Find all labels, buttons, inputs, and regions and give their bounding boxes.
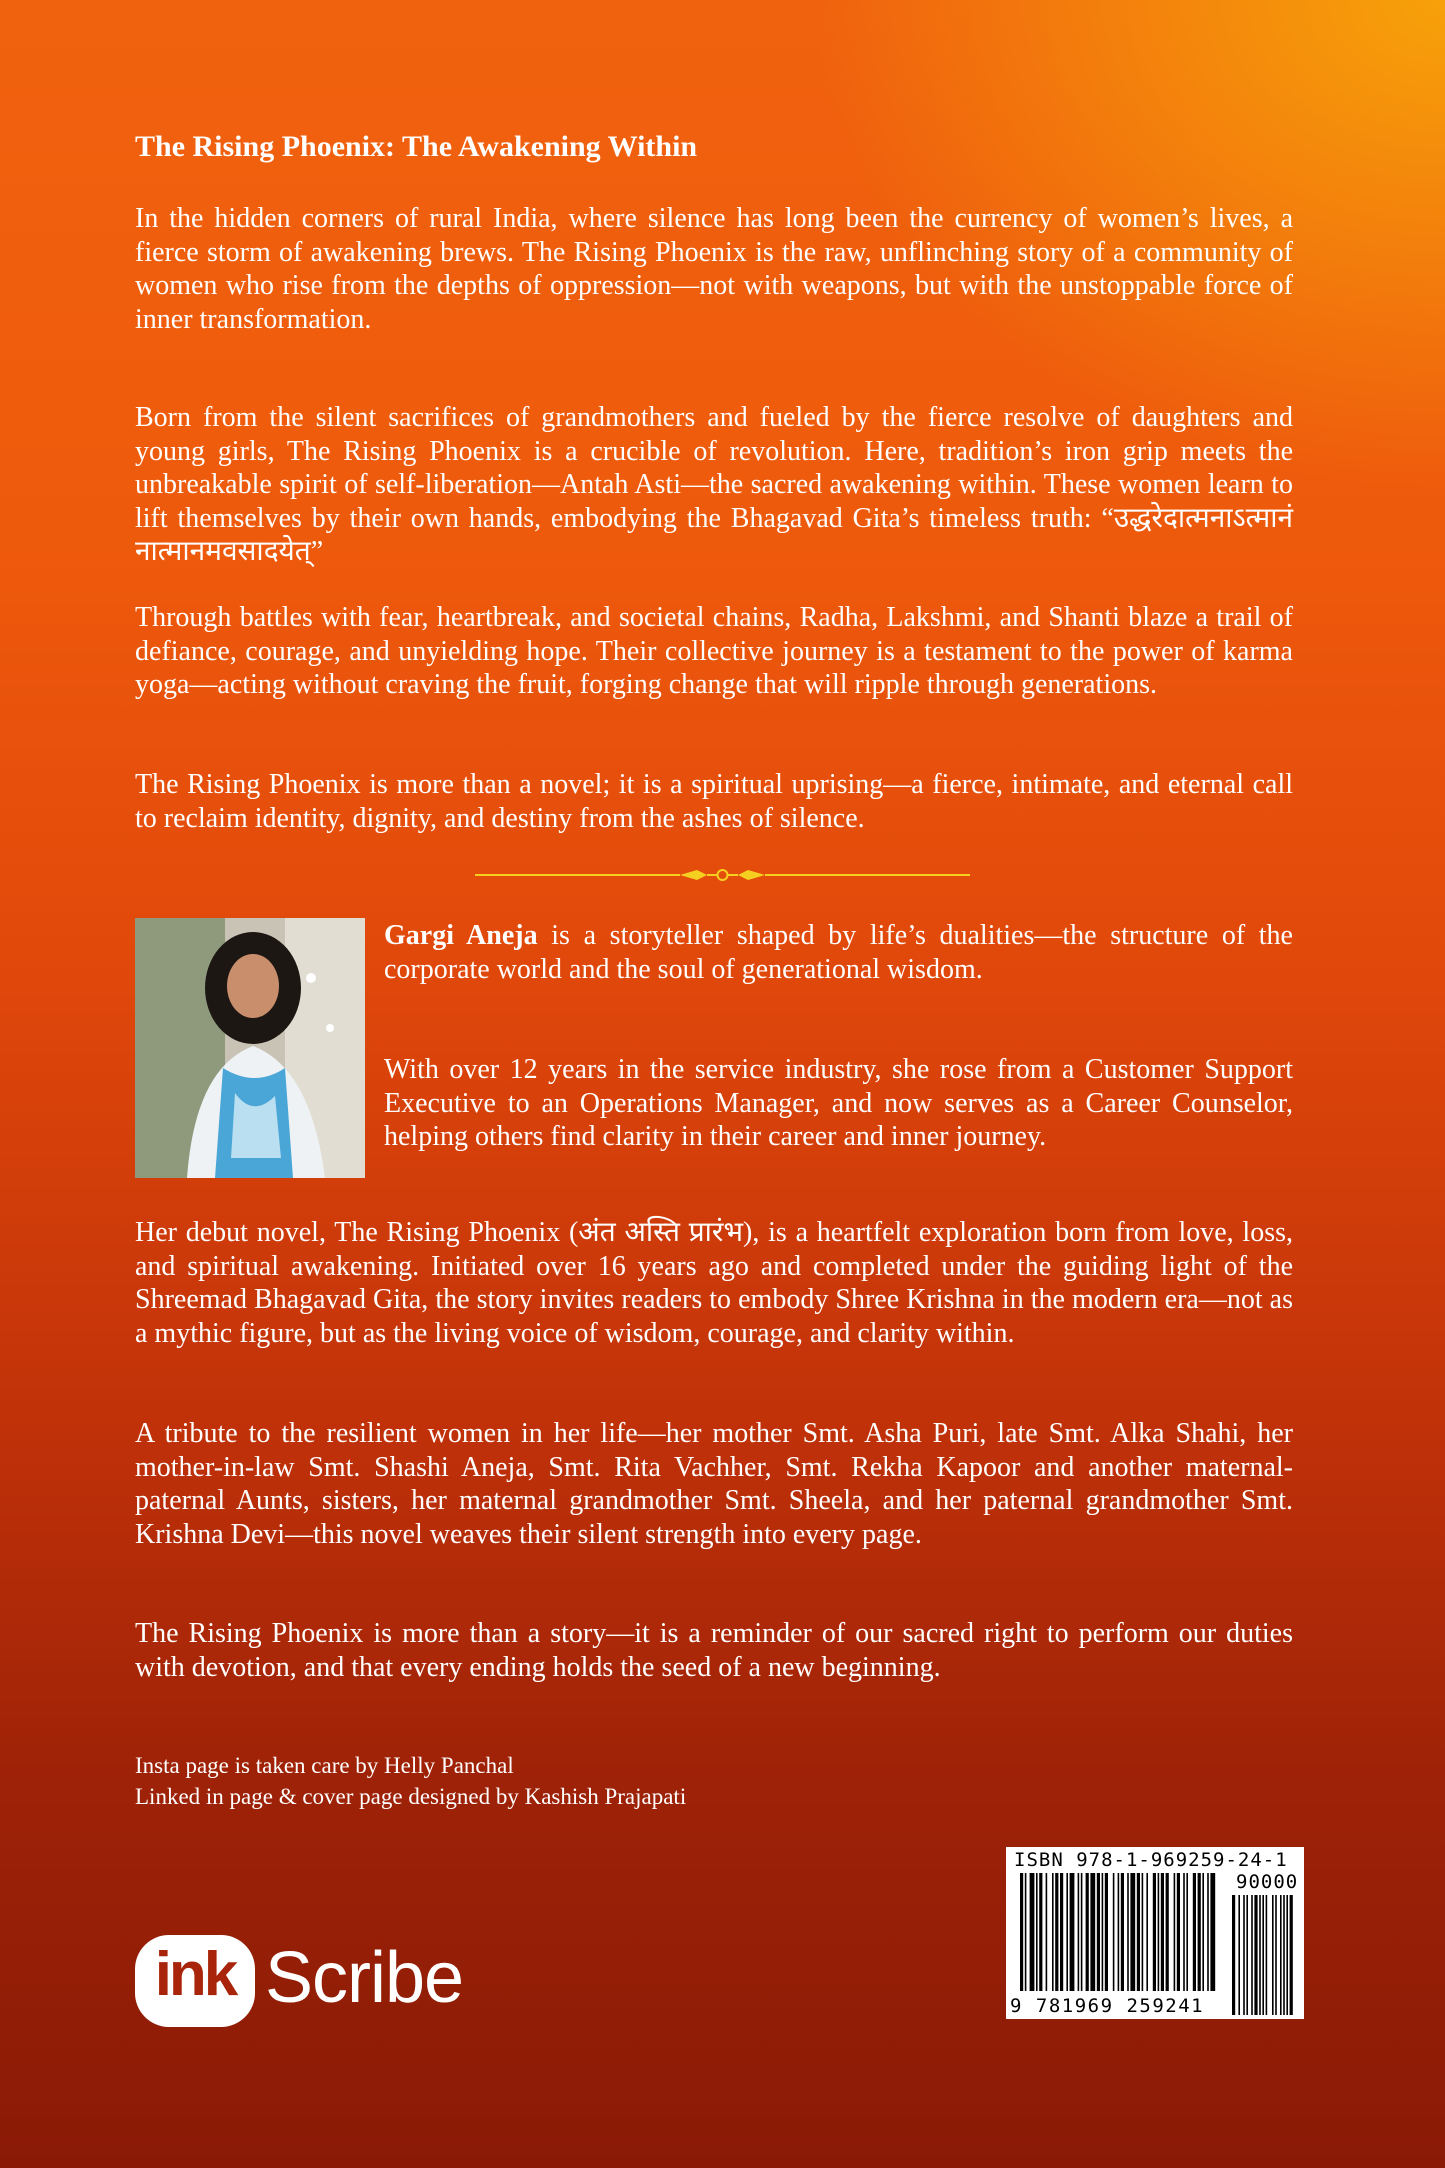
barcode-bar [1142, 1873, 1144, 1991]
barcode-bar [1146, 1873, 1148, 1991]
author-closing: The Rising Phoenix is more than a story—it is a reminder of our sacred right to perform our duties with devotion, and that every ending holds the seed of a new beginning. [135, 1618, 1293, 1683]
author-intro [384, 919, 1293, 986]
blurb-paragraph: Through battles with fear, heartbreak, and societal chains, Radha, Lakshmi, and Shanti blaze a trail of defiance, courage, and unyielding hope. Their collective journey is a testament to the power of karma yoga—acting without craving the fruit, forging change that will ripple through generations. [135, 602, 1293, 700]
barcode-bar [1153, 1873, 1156, 1991]
addon-bar [1246, 1895, 1248, 2015]
blurb-paragraph: In the hidden corners of rural India, where silence has long been the currency of women’s lives, a fierce storm of awakening brews. The Rising Phoenix is the raw, unflinching story of a community of women who rise from the depths of oppression—not with weapons, but with the unstoppable force of inner transformation. [135, 203, 1293, 335]
barcode-bar [1020, 1873, 1023, 1991]
addon-bar [1232, 1895, 1235, 2015]
linkedin-credit: Linked in page & cover page designed by Kashish Prajapati [135, 1784, 687, 1809]
barcode-bar [1039, 1873, 1042, 1991]
publisher-wordmark: Scribe [265, 1938, 464, 2018]
barcode-bar [1130, 1873, 1135, 1991]
barcode-bar [1174, 1873, 1176, 1991]
barcode-bar [1070, 1873, 1075, 1991]
barcode-bar [1198, 1873, 1201, 1991]
barcode-bar [1055, 1873, 1058, 1991]
isbn-barcode [1006, 1847, 1304, 2019]
barcode-bar [1177, 1873, 1180, 1991]
author-photo [135, 918, 365, 1178]
author-tribute: A tribute to the resilient women in her life—her mother Smt. Asha Puri, late Smt. Alka Shahi, her mother-in-law Smt. Shashi Aneja, Smt. Rita Vachher, Smt. Rekha Kapoor and another maternal- paternal Aunts, sisters, her maternal grandmother Smt. Sheela, and her paternal grandmother Smt. Krishna Devi—this novel weaves their silent strength into every page. [135, 1418, 1293, 1550]
barcode-bar [1118, 1873, 1120, 1991]
blurb-paragraph: The Rising Phoenix is more than a novel; it is a spiritual uprising—a fierce, intimate, and eternal call to reclaim identity, dignity, and destiny from the ashes of silence. [135, 769, 1293, 834]
addon-bar [1243, 1895, 1245, 2015]
credits [135, 1750, 935, 1812]
barcode-bar [1097, 1873, 1100, 1991]
isbn-number: ISBN 978-1-969259-24-1 [1014, 1849, 1288, 1871]
addon-bar [1266, 1895, 1268, 2015]
barcode-bar [1202, 1873, 1204, 1991]
barcode-bar [1193, 1873, 1196, 1991]
author-debut: Her debut novel, The Rising Phoenix (अंत अस्ति प्रारंभ), is a heartfelt exploration born from love, loss, and spiritual awakening. Initiated over 16 years ago and completed under the guiding light of the Shreemad Bhagavad Gita, the story invites readers to embody Shree Krishna in the modern era—not as a mythic figure, but as the living voice of wisdom, courage, and clarity within. [135, 1217, 1293, 1349]
ornament-divider [475, 866, 970, 884]
addon-bar [1238, 1895, 1240, 2015]
ean-number: 9 781969 259241 [1010, 1995, 1205, 2017]
addon-bar [1283, 1895, 1285, 2015]
barcode-bar [1186, 1873, 1188, 1991]
barcode-bar [1183, 1873, 1185, 1991]
barcode-bar [1036, 1873, 1038, 1991]
barcode-bar [1161, 1873, 1164, 1991]
addon-bar [1262, 1895, 1264, 2015]
ink-badge-text: ink [154, 1940, 236, 2009]
barcode-bar [1025, 1873, 1027, 1991]
author-name: Gargi Aneja [384, 920, 538, 951]
author-career: With over 12 years in the service industry, she rose from a Customer Support Executive to an Operations Manager, and now serves as a Career Counselor, helping others find clarity in their career and inner journey. [384, 1054, 1293, 1152]
blurb-title: The Rising Phoenix: The Awakening Within [135, 130, 698, 163]
barcode-bar [1046, 1873, 1048, 1991]
barcode-bar [1121, 1873, 1124, 1991]
barcode-bar [1113, 1873, 1115, 1991]
barcode-bar [1066, 1873, 1068, 1991]
barcode-bar [1210, 1873, 1215, 1991]
ink-badge [135, 1935, 255, 2027]
addon-bar [1259, 1895, 1261, 2015]
barcode-bar [1060, 1873, 1063, 1991]
barcode-bar [1052, 1873, 1054, 1991]
addon-bar [1254, 1895, 1257, 2015]
barcode-bar [1102, 1873, 1104, 1991]
barcode-bar [1090, 1873, 1095, 1991]
addon-bar [1280, 1895, 1282, 2015]
addon-bar [1286, 1895, 1288, 2015]
barcode-bar [1030, 1873, 1035, 1991]
barcode-bar [1078, 1873, 1080, 1991]
addon-bar [1290, 1895, 1293, 2015]
addon-bar [1275, 1895, 1277, 2015]
price-addon: 90000 [1236, 1871, 1299, 1893]
insta-credit: Insta page is taken care by Helly Panchal [135, 1753, 514, 1778]
barcode-bar [1137, 1873, 1140, 1991]
addon-bar [1272, 1895, 1274, 2015]
barcode-bar [1166, 1873, 1169, 1991]
barcode-bar [1081, 1873, 1083, 1991]
author-intro-text: is a storyteller shaped by life’s dualities—the structure of the corporate world and the soul of generational wisdom. [384, 920, 1293, 985]
barcode-bar [1127, 1873, 1129, 1991]
blurb-paragraph: Born from the silent sacrifices of grandmothers and fueled by the fierce resolve of daughters and young girls, The Rising Phoenix is a crucible of revolution. Here, tradition’s iron grip meets the unbreakable spirit of self-liberation—Antah Asti—the sacred awakening within. These women learn to lift themselves by their own hands, embodying the Bhagavad Gita’s timeless truth: “उद्धरेदात्मनाऽत्मानं नात्मानमवसादयेत्” [135, 402, 1293, 567]
addon-bar [1251, 1895, 1253, 2015]
barcode-bar [1207, 1873, 1209, 1991]
barcode-bar [1105, 1873, 1108, 1991]
barcode-bar [1158, 1873, 1160, 1991]
barcode-bar [1086, 1873, 1089, 1991]
